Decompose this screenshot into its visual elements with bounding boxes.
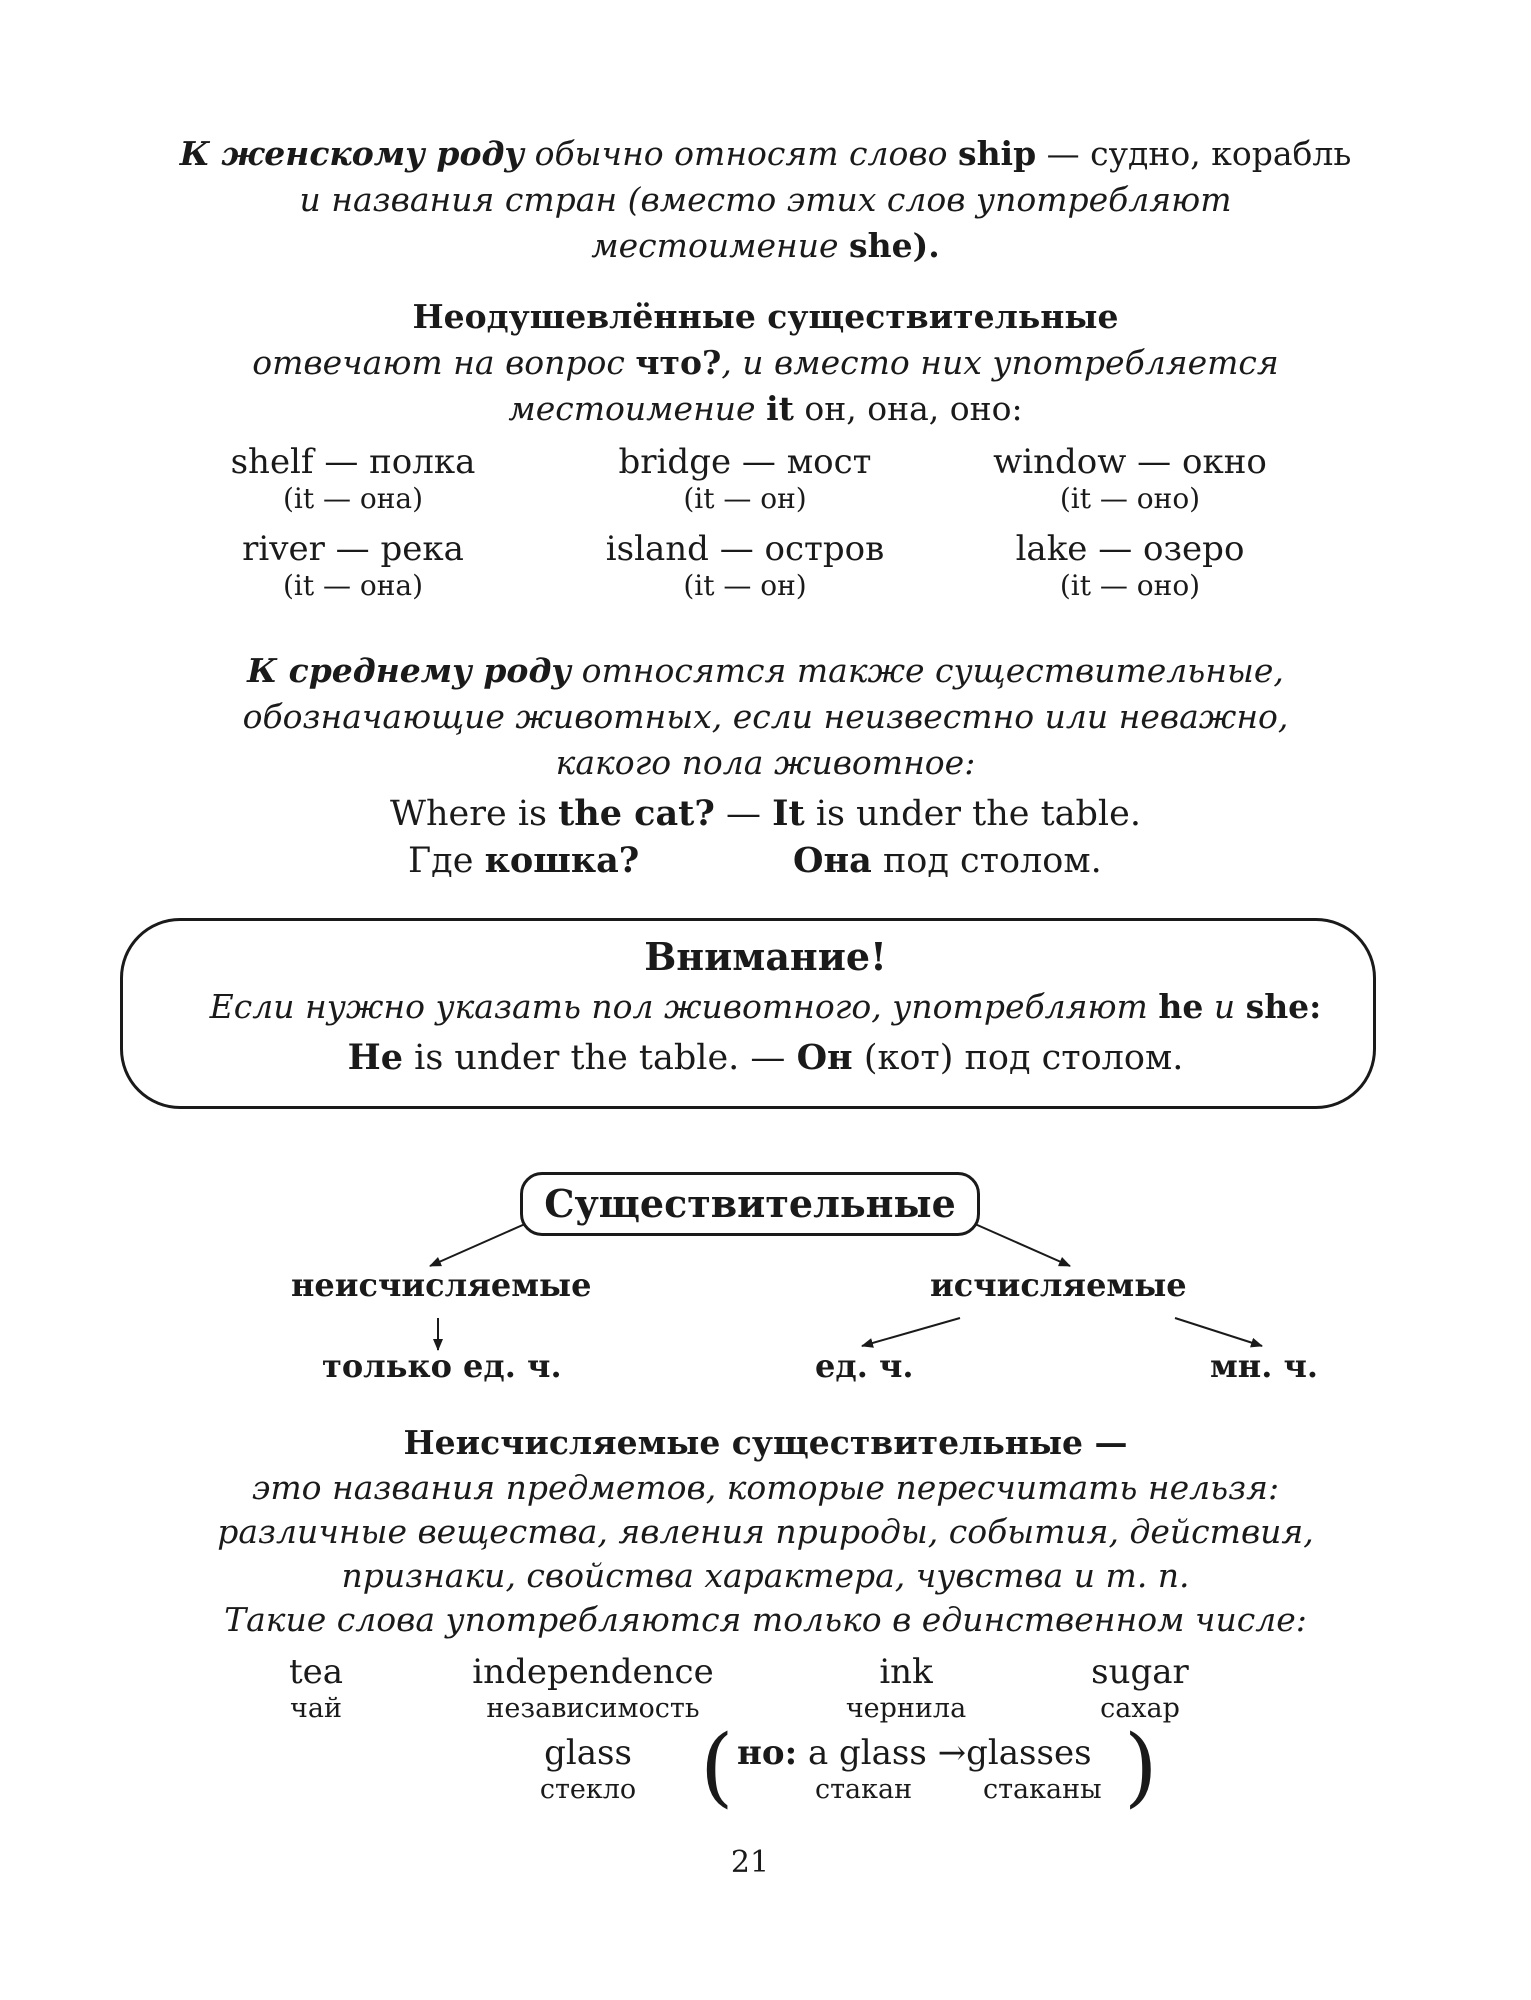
note-words: но: a glass →glasses <box>737 1733 1092 1773</box>
inanimate-line-1: отвечают на вопрос что?, и вместо них употребляется <box>252 343 1279 382</box>
feminine-term: К женскому роду <box>179 134 525 173</box>
neuter-example-ru-answer: Она под столом. <box>793 840 1102 881</box>
uncountable-line-4: Такие слова употребляются только в единственном числе: <box>224 1600 1307 1639</box>
tree-countable: исчисляемые <box>930 1266 1187 1304</box>
example-sugar: sugar сахар <box>1091 1652 1189 1724</box>
uncountable-line-1: это названия предметов, которые пересчитать нельзя: <box>251 1468 1280 1507</box>
inanimate-line-2: местоимение it он, она, оно: <box>508 389 1023 428</box>
attention-line-1: Если нужно указать пол животного, употребляют he и she: <box>209 987 1322 1026</box>
tree-plural: мн. ч. <box>1210 1347 1319 1385</box>
example-window: window — окно (it — оно) <box>993 442 1267 515</box>
feminine-line-2: и названия стран (вместо этих слов употребляют <box>299 180 1232 219</box>
example-lake: lake — озеро (it — оно) <box>1015 529 1245 602</box>
example-island: island — остров (it — он) <box>605 529 885 602</box>
attention-title: Внимание! <box>644 934 887 979</box>
example-tea: tea чай <box>288 1652 344 1724</box>
attention-line-2: He is under the table. — Он (кот) под столом. <box>347 1037 1184 1078</box>
tree-root-nouns: Существительные <box>520 1172 980 1236</box>
tree-uncountable: неисчисляемые <box>291 1266 592 1304</box>
feminine-line-1: К женскому роду обычно относят слово ship — судно, корабль <box>179 134 1352 173</box>
example-ink: ink чернила <box>845 1652 967 1724</box>
example-bridge: bridge — мост (it — он) <box>618 442 872 515</box>
inanimate-heading: Неодушевлённые существительные <box>412 297 1119 336</box>
neuter-line-2: обозначающие животных, если неизвестно или неважно, <box>242 697 1289 736</box>
tree-singular: ед. ч. <box>815 1347 914 1385</box>
example-glass: glass стекло <box>539 1733 637 1805</box>
arrow-to-plural <box>1175 1318 1262 1346</box>
note-left-paren: ( <box>700 1717 734 1817</box>
note-gloss-2: стаканы <box>983 1774 1102 1805</box>
neuter-line-3: какого пола животное: <box>555 743 976 782</box>
arrow-to-uncountable <box>430 1224 525 1266</box>
neuter-line-1: К среднему роду относятся также существительные, <box>247 651 1284 690</box>
uncountable-line-3: признаки, свойства характера, чувства и т. п. <box>341 1556 1190 1595</box>
arrow-to-countable <box>975 1224 1070 1266</box>
uncountable-line-2: различные вещества, явления природы, события, действия, <box>217 1512 1314 1551</box>
feminine-line-3: местоимение she). <box>591 226 940 265</box>
note-right-paren: ) <box>1124 1717 1158 1817</box>
neuter-example-ru-question: Где кошка? <box>408 840 640 881</box>
example-shelf: shelf — полка (it — она) <box>230 442 476 515</box>
page-number: 21 <box>730 1845 770 1880</box>
uncountable-heading: Неисчисляемые существительные — <box>403 1423 1128 1462</box>
tree-only-singular: только ед. ч. <box>322 1347 562 1385</box>
neuter-example-en: Where is the cat? — It is under the table. <box>390 793 1141 834</box>
arrow-to-singular <box>862 1318 960 1346</box>
note-gloss-1: стакан <box>815 1774 913 1805</box>
example-river: river — река (it — она) <box>242 529 464 602</box>
example-independence: independence независимость <box>472 1652 714 1724</box>
